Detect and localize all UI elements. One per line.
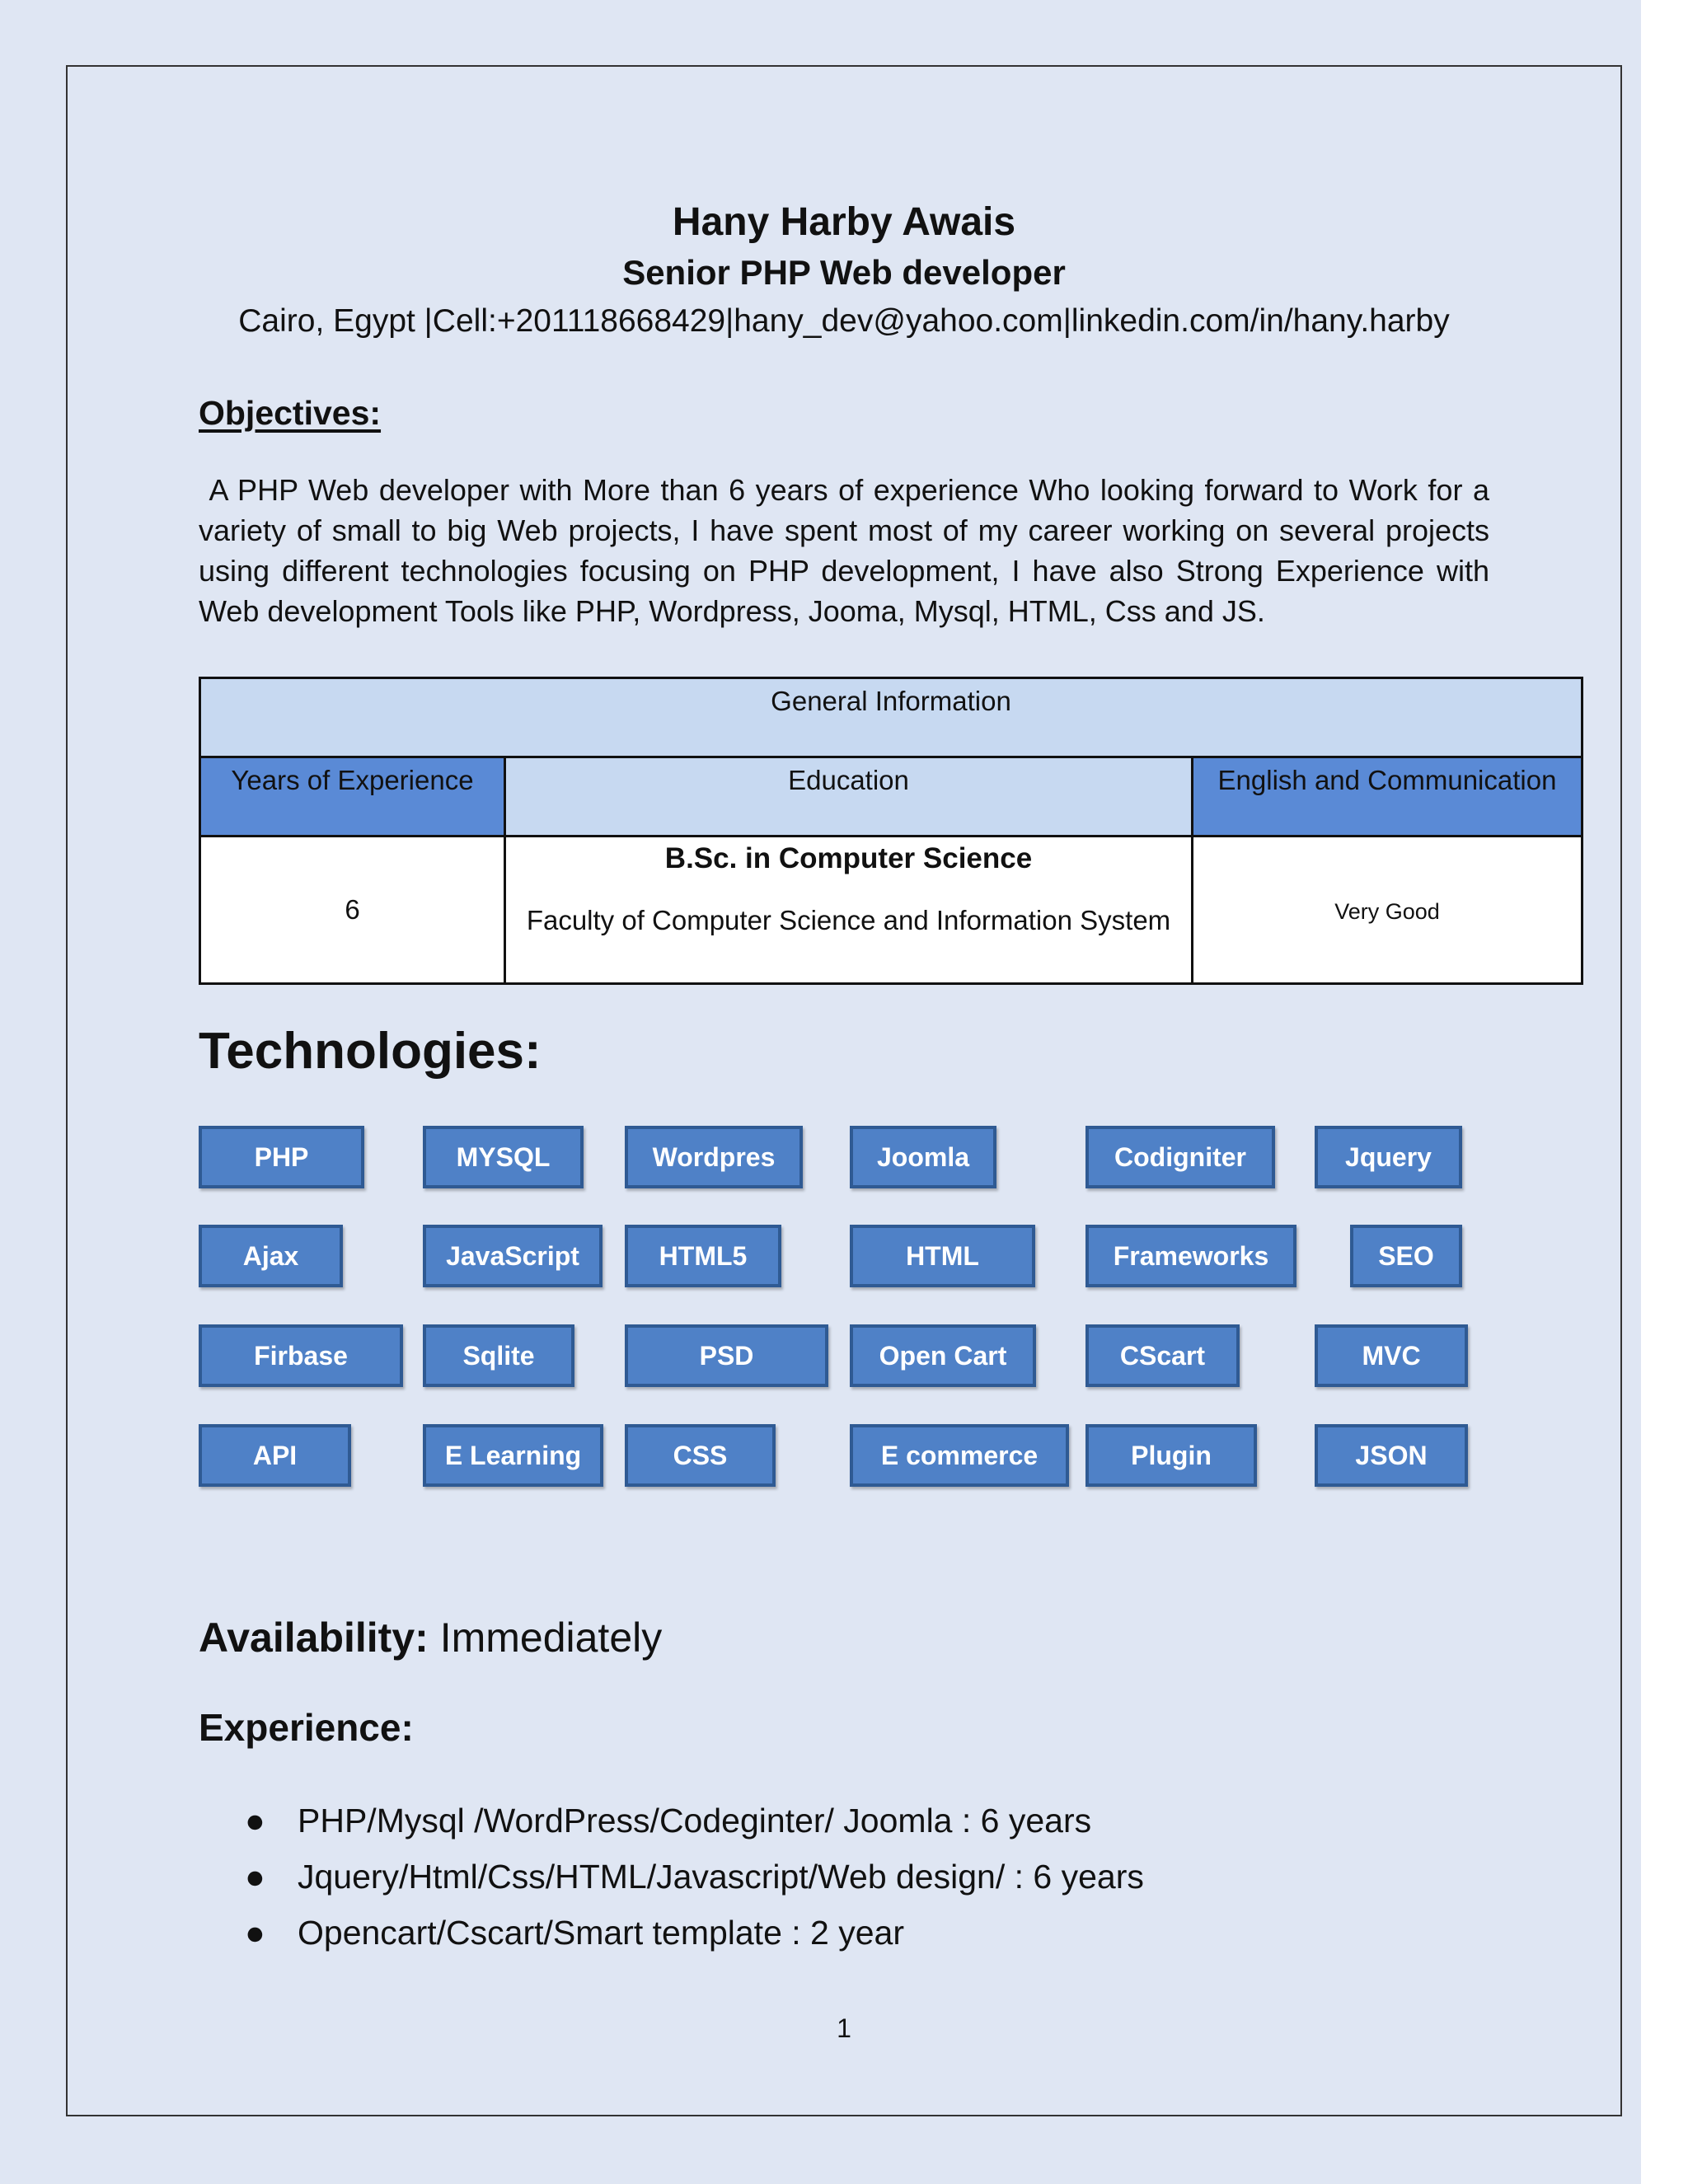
- tech-chip-json: JSON: [1315, 1424, 1468, 1487]
- candidate-role: Senior PHP Web developer: [622, 253, 1066, 292]
- experience-item-text: PHP/Mysql /WordPress/Codeginter/ Joomla : 6 years: [298, 1802, 1092, 1840]
- bullet-icon: ●: [245, 1802, 265, 1840]
- objectives-text: [199, 470, 1489, 631]
- right-margin-strip: [1641, 0, 1688, 2184]
- availability-label: Availability:: [199, 1615, 429, 1661]
- tech-chip-firbase: Firbase: [199, 1324, 403, 1387]
- table-title: General Information: [200, 678, 1582, 757]
- tech-chip-e-learning: E Learning: [423, 1424, 603, 1487]
- tech-chip-codigniter: Codigniter: [1085, 1126, 1275, 1188]
- general-information-table: [199, 677, 1583, 985]
- tech-chip-seo: SEO: [1350, 1225, 1462, 1287]
- technologies-heading: Technologies:: [199, 1023, 542, 1080]
- english-value: Very Good: [1334, 899, 1440, 924]
- tech-chip-psd: PSD: [625, 1324, 828, 1387]
- tech-chip-css: CSS: [625, 1424, 776, 1487]
- header-education: Education: [505, 757, 1193, 837]
- tech-chip-sqlite: Sqlite: [423, 1324, 574, 1387]
- tech-chip-php: PHP: [199, 1126, 364, 1188]
- experience-item: [199, 1905, 1144, 1961]
- tech-chip-api: API: [199, 1424, 351, 1487]
- tech-chip-frameworks: Frameworks: [1085, 1225, 1296, 1287]
- tech-chip-e-commerce: E commerce: [850, 1424, 1069, 1487]
- tech-chip-joomla: Joomla: [850, 1126, 996, 1188]
- degree: B.Sc. in Computer Science: [664, 842, 1033, 874]
- candidate-name: Hany Harby Awais: [672, 200, 1016, 244]
- experience-item: [199, 1793, 1144, 1849]
- tech-chip-jquery: Jquery: [1315, 1126, 1462, 1188]
- header-years-of-experience: Years of Experience: [200, 757, 505, 837]
- tech-chip-mysql: MYSQL: [423, 1126, 584, 1188]
- tech-chip-html5: HTML5: [625, 1225, 781, 1287]
- availability-value: Immediately: [439, 1615, 663, 1661]
- years-value: 6: [200, 837, 505, 984]
- bullet-icon: ●: [245, 1858, 265, 1896]
- experience-item-text: Opencart/Cscart/Smart template : 2 year: [298, 1914, 904, 1952]
- tech-chip-open-cart: Open Cart: [850, 1324, 1036, 1387]
- experience-heading: Experience:: [199, 1706, 414, 1749]
- tech-chip-mvc: MVC: [1315, 1324, 1468, 1387]
- contact-line: Cairo, Egypt |Cell:+201118668429|hany_dev@yahoo.com|linkedin.com/in/hany.harby: [238, 303, 1450, 339]
- tech-chip-ajax: Ajax: [199, 1225, 343, 1287]
- experience-item: [199, 1849, 1144, 1905]
- objectives-heading: Objectives:: [199, 394, 382, 432]
- header-english-communication: English and Communication: [1193, 757, 1582, 837]
- tech-chip-html: HTML: [850, 1225, 1035, 1287]
- objectives-text-content: A PHP Web developer with More than 6 years of experience Who looking forward to Work for a variety of small to big Web projects, I have spent most of my career working on several projects using different technologies focusing on PHP development, I have also Strong Experience with Web development Tools like PHP, Wordpress, Jooma, Mysql, HTML, Css and JS.: [199, 473, 1489, 628]
- tech-chip-javascript: JavaScript: [423, 1225, 603, 1287]
- experience-item-text: Jquery/Html/Css/HTML/Javascript/Web design/ : 6 years: [298, 1858, 1144, 1896]
- english-cell: [1193, 837, 1582, 984]
- faculty: Faculty of Computer Science and Information System: [526, 905, 1171, 935]
- bullet-icon: ●: [245, 1914, 265, 1952]
- experience-list: [199, 1793, 1144, 1961]
- availability-line: [199, 1614, 662, 1661]
- page-number: 1: [837, 2013, 851, 2043]
- tech-chip-plugin: Plugin: [1085, 1424, 1257, 1487]
- tech-chip-cscart: CScart: [1085, 1324, 1240, 1387]
- tech-chip-wordpres: Wordpres: [625, 1126, 803, 1188]
- education-cell: [505, 837, 1193, 984]
